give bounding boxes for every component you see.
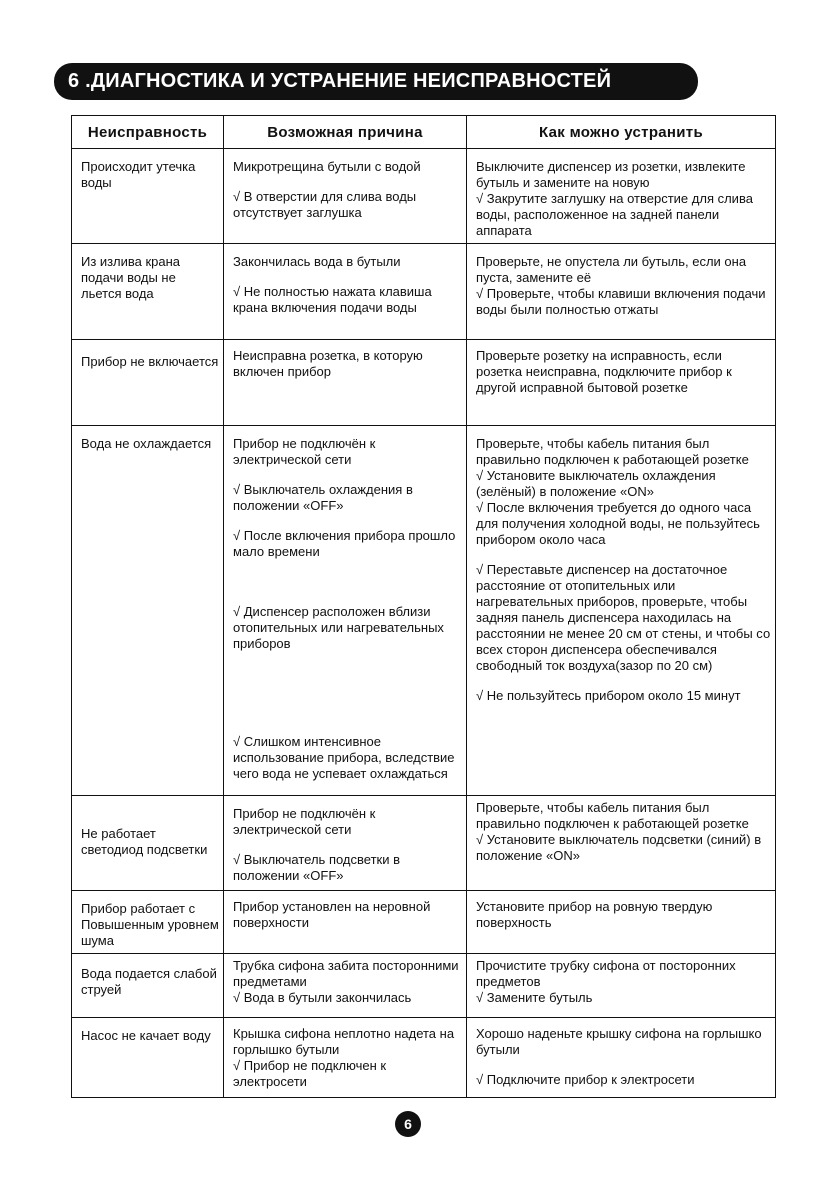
remedy-text: Проверьте розетку на исправность, если розетка неисправна, подключите прибор к другой исправной бытовой розетке: [476, 348, 732, 395]
remedy-text: √ Переставьте диспенсер на достаточное расстояние от отопительных или нагревательных приборов, проверьте, чтобы задняя панель диспенсера находилась на расстоянии не менее 20 см от стены, и чтобы со всех сторон диспенсера обеспечивался свободный ток воздуха(зазор по 20 см): [476, 562, 771, 673]
table-row: [72, 954, 776, 1018]
remedy-text: √ После включения требуется до одного часа для получения холодной воды, не пользуйтесь прибором около часа: [476, 500, 760, 547]
remedy-text: Проверьте, чтобы кабель питания был правильно подключен к работающей розетке √ Установите выключатель охлаждения (зелёный) в положение «ON»: [476, 436, 749, 499]
remedy-cell: [467, 149, 776, 244]
table-row: [72, 891, 776, 954]
remedy-cell: [467, 891, 776, 954]
cause-text: Трубка сифона забита посторонними предметами √ Вода в бутыли закончилась: [233, 958, 459, 1005]
page-number-badge: 6: [395, 1111, 421, 1137]
cause-text: Прибор не подключён к электрической сети: [233, 436, 376, 467]
remedy-text: √ Подключите прибор к электросети: [476, 1072, 695, 1087]
cause-cell: [224, 796, 467, 891]
cause-text: √ В отверстии для слива воды отсутствует заглушка: [233, 189, 417, 220]
cause-text: √ Выключатель подсветки в положении «OFF»: [233, 852, 400, 883]
remedy-text: Выключите диспенсер из розетки, извлеките бутыль и замените на новую √ Закрутите заглушку на отверстие для слива воды, расположенное на задней панели аппарата: [476, 159, 753, 238]
cause-text: Прибор не подключён к электрической сети: [233, 806, 376, 837]
problem-cell: Прибор работает с Повышенным уровнем шума: [72, 891, 224, 954]
problem-cell: Не работает светодиод подсветки: [72, 796, 224, 891]
cause-text: Прибор установлен на неровной поверхности: [233, 899, 431, 930]
remedy-cell: [467, 796, 776, 891]
table-row: [72, 796, 776, 891]
table-row: [72, 149, 776, 244]
cause-text: √ Диспенсер расположен вблизи отопительных или нагревательных приборов: [233, 604, 444, 651]
column-header-remedy: Как можно устранить: [467, 116, 776, 149]
table-row: [72, 426, 776, 796]
cause-cell: [224, 954, 467, 1018]
column-header-problem: Неисправность: [72, 116, 224, 149]
remedy-text: √ Не пользуйтесь прибором около 15 минут: [476, 688, 741, 703]
remedy-text: Проверьте, не опустела ли бутыль, если она пуста, замените её √ Проверьте, чтобы клавиши включения подачи воды были полностью отжаты: [476, 254, 766, 317]
cause-text: Крышка сифона неплотно надета на горлышко бутыли √ Прибор не подключен к электросети: [233, 1026, 455, 1089]
cause-text: √ Не полностью нажата клавиша крана включения подачи воды: [233, 284, 432, 315]
remedy-text: Установите прибор на ровную твердую поверхность: [476, 899, 713, 930]
cause-cell: [224, 149, 467, 244]
cause-text: √ После включения прибора прошло мало времени: [233, 528, 456, 559]
remedy-text: Проверьте, чтобы кабель питания был правильно подключен к работающей розетке √ Установите выключатель подсветки (синий) в положение «ON»: [476, 800, 762, 863]
cause-cell: [224, 244, 467, 340]
problem-cell: Насос не качает воду: [72, 1018, 224, 1098]
table-body: [72, 149, 776, 1098]
remedy-text: Хорошо наденьте крышку сифона на горлышко бутыли: [476, 1026, 762, 1057]
remedy-cell: [467, 340, 776, 426]
table-row: [72, 1018, 776, 1098]
remedy-cell: [467, 954, 776, 1018]
table-row: [72, 244, 776, 340]
cause-cell: [224, 891, 467, 954]
problem-cell: Вода подается слабой струей: [72, 954, 224, 1018]
cause-cell: [224, 1018, 467, 1098]
cause-text: Микротрещина бутыли с водой: [233, 159, 421, 174]
table-row: [72, 340, 776, 426]
cause-text: √ Слишком интенсивное использование прибора, вследствие чего вода не успевает охлаждаться: [233, 734, 455, 781]
remedy-cell: [467, 1018, 776, 1098]
cause-text: √ Выключатель охлаждения в положении «OFF»: [233, 482, 413, 513]
cause-cell: [224, 426, 467, 796]
problem-cell: Происходит утечка воды: [72, 149, 224, 244]
table-header-row: [72, 116, 776, 149]
problem-cell: Из излива крана подачи воды не льется вода: [72, 244, 224, 340]
cause-text: Неисправна розетка, в которую включен прибор: [233, 348, 423, 379]
troubleshooting-table: [71, 115, 776, 1098]
cause-cell: [224, 340, 467, 426]
column-header-cause: Возможная причина: [224, 116, 467, 149]
remedy-text: Прочистите трубку сифона от посторонних предметов √ Замените бутыль: [476, 958, 736, 1005]
remedy-cell: [467, 244, 776, 340]
section-title: 6 .ДИАГНОСТИКА И УСТРАНЕНИЕ НЕИСПРАВНОСТЕЙ: [54, 63, 698, 100]
remedy-cell: [467, 426, 776, 796]
problem-cell: Вода не охлаждается: [72, 426, 224, 796]
cause-text: Закончилась вода в бутыли: [233, 254, 401, 269]
problem-cell: Прибор не включается: [72, 340, 224, 426]
